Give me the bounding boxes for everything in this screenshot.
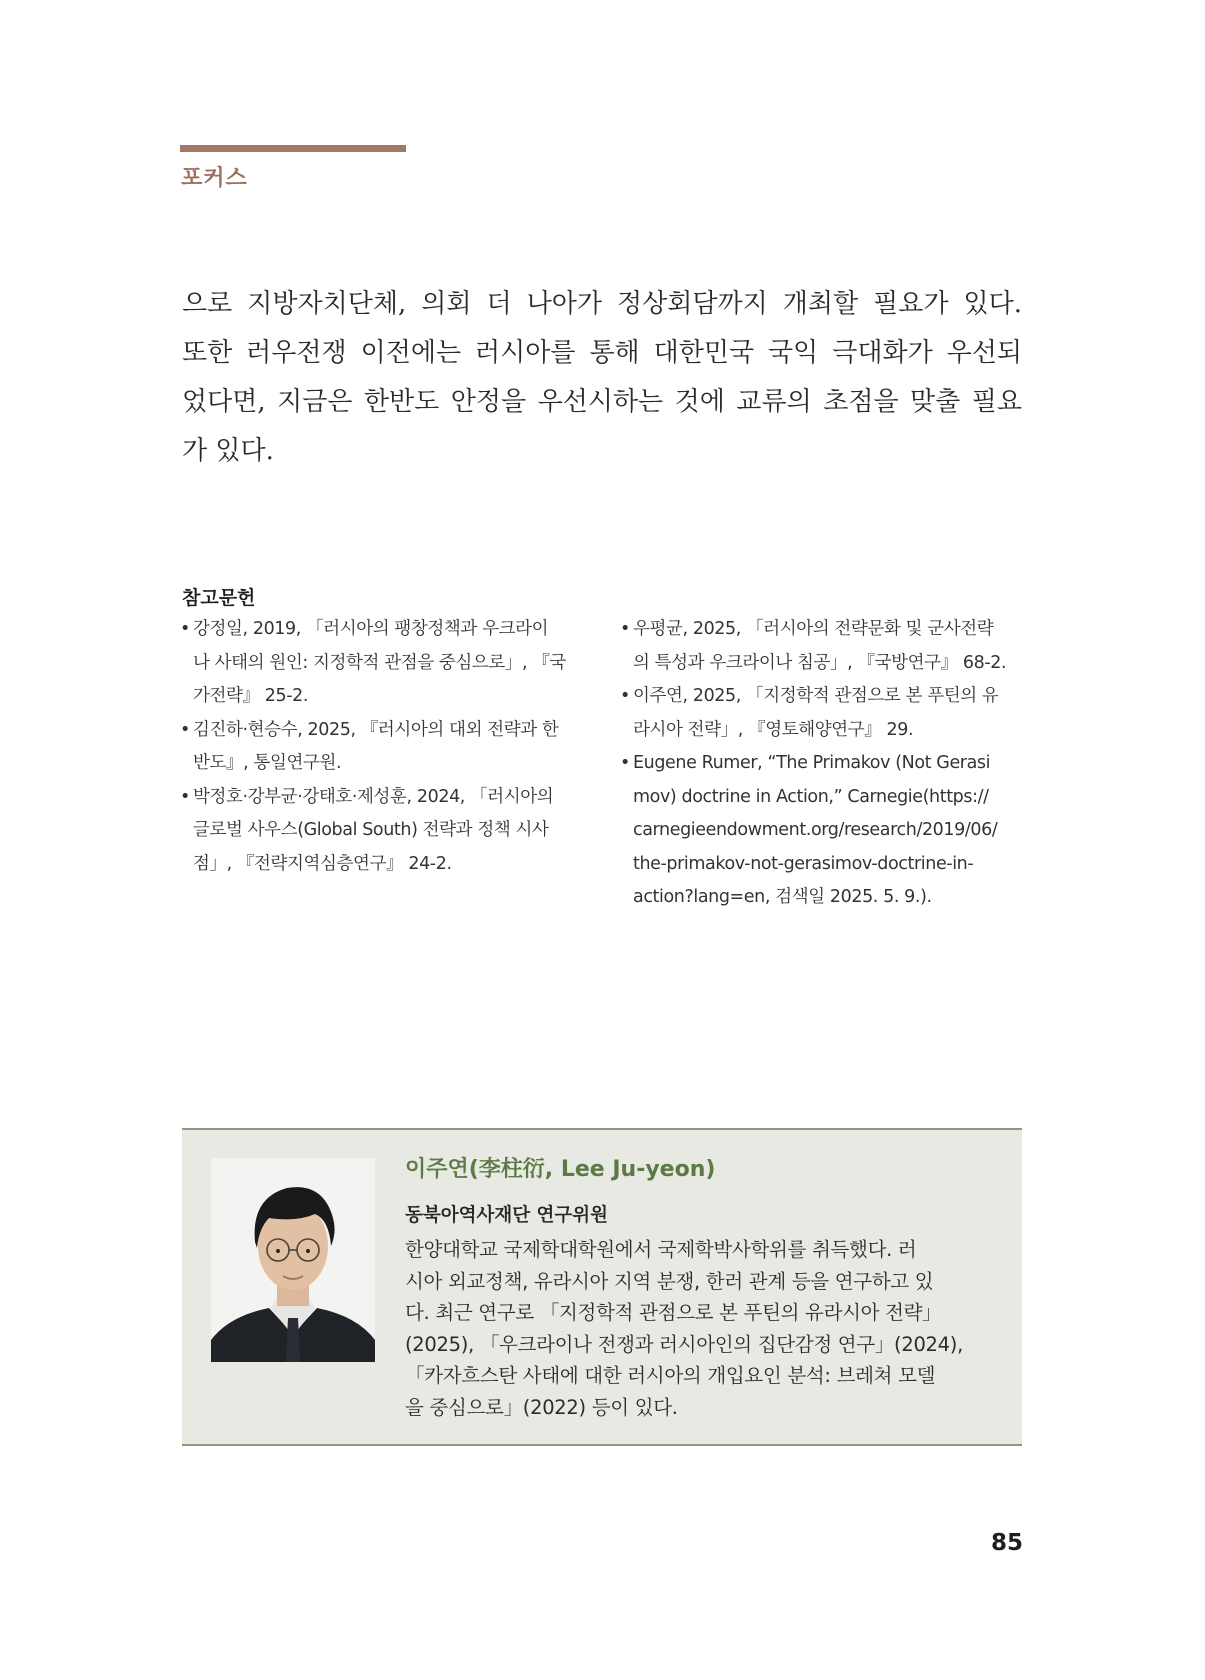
- reference-line: 나 사태의 원인: 지정학적 관점을 중심으로」, 『국: [193, 652, 566, 673]
- bio-line: (2025), 「우크라이나 전쟁과 러시아인의 집단감정 연구」(2024),: [405, 1332, 963, 1356]
- bullet-icon: •: [620, 619, 630, 639]
- bio-line: 「카자흐스탄 사태에 대한 러시아의 개입요인 분석: 브레쳐 모델: [405, 1364, 936, 1387]
- reference-line: mov) doctrine in Action,” Carnegie(https://: [633, 786, 989, 807]
- author-description: [405, 1234, 995, 1423]
- references-right-column: [620, 613, 1030, 915]
- bio-line: 다. 최근 연구로 「지정학적 관점으로 본 푸틴의 유라시아 전략」: [405, 1301, 942, 1324]
- bullet-icon: •: [180, 619, 190, 639]
- section-header-bar: [180, 145, 406, 152]
- reference-line: 김진하·현승수, 2025, 『러시아의 대외 전략과 한: [193, 719, 559, 740]
- bullet-icon: •: [180, 786, 190, 807]
- author-name: 이주연(李柱衍, Lee Ju-yeon): [405, 1157, 716, 1182]
- body-line: 또한 러우전쟁 이전에는 러시아를 통해 대한민국 국익 극대화가 우선되: [182, 338, 1022, 368]
- reference-line: 우평균, 2025, 「러시아의 전략문화 및 군사전략: [633, 619, 994, 639]
- reference-line: 의 특성과 우크라이나 침공」, 『국방연구』 68-2.: [633, 652, 1007, 673]
- references-left-column: [180, 613, 580, 881]
- reference-line: 글로벌 사우스(Global South) 전략과 정책 시사: [193, 820, 549, 840]
- bullet-icon: •: [180, 719, 190, 740]
- reference-line: 강정일, 2019, 「러시아의 팽창정책과 우크라이: [193, 619, 549, 639]
- author-bio-box: [182, 1128, 1022, 1446]
- body-line: 가 있다.: [182, 436, 274, 466]
- bullet-icon: •: [620, 686, 630, 706]
- reference-item: [180, 714, 580, 781]
- bio-line: 한양대학교 국제학대학원에서 국제학박사학위를 취득했다. 러: [405, 1238, 917, 1261]
- reference-line: Eugene Rumer, “The Primakov (Not Gerasi: [633, 753, 991, 773]
- bio-line: 시아 외교정책, 유라시아 지역 분쟁, 한러 관계 등을 연구하고 있: [405, 1269, 934, 1293]
- reference-item: [620, 613, 1030, 680]
- reference-item: [180, 781, 580, 882]
- reference-line: the-primakov-not-gerasimov-doctrine-in-: [633, 853, 974, 874]
- body-paragraph: [182, 280, 1022, 476]
- reference-line: carnegieendowment.org/research/2019/06/: [633, 820, 998, 840]
- author-photo: [211, 1158, 375, 1362]
- reference-item: [620, 747, 1030, 915]
- reference-line: 이주연, 2025, 「지정학적 관점으로 본 푸틴의 유: [633, 686, 999, 706]
- bio-line: 을 중심으로」(2022) 등이 있다.: [405, 1395, 678, 1419]
- section-label: 포커스: [181, 166, 248, 191]
- page-number: 85: [990, 1530, 1023, 1556]
- reference-line: 점」, 『전략지역심층연구』 24-2.: [193, 853, 452, 874]
- reference-line: 반도』, 통일연구원.: [193, 753, 342, 773]
- body-line: 었다면, 지금은 한반도 안정을 우선시하는 것에 교류의 초점을 맞출 필요: [182, 387, 1022, 417]
- author-role: 동북아역사재단 연구위원: [405, 1205, 609, 1226]
- bullet-icon: •: [620, 753, 630, 773]
- body-line: 으로 지방자치단체, 의회 더 나아가 정상회담까지 개최할 필요가 있다.: [182, 289, 1022, 319]
- reference-line: 라시아 전략」, 『영토해양연구』 29.: [633, 719, 914, 740]
- reference-line: action?lang=en, 검색일 2025. 5. 9.).: [633, 887, 932, 907]
- reference-line: 박정호·강부균·강태호·제성훈, 2024, 「러시아의: [193, 786, 554, 807]
- reference-line: 가전략』 25-2.: [193, 686, 309, 706]
- reference-item: [620, 680, 1030, 747]
- reference-item: [180, 613, 580, 714]
- references-heading: 참고문헌: [182, 587, 256, 609]
